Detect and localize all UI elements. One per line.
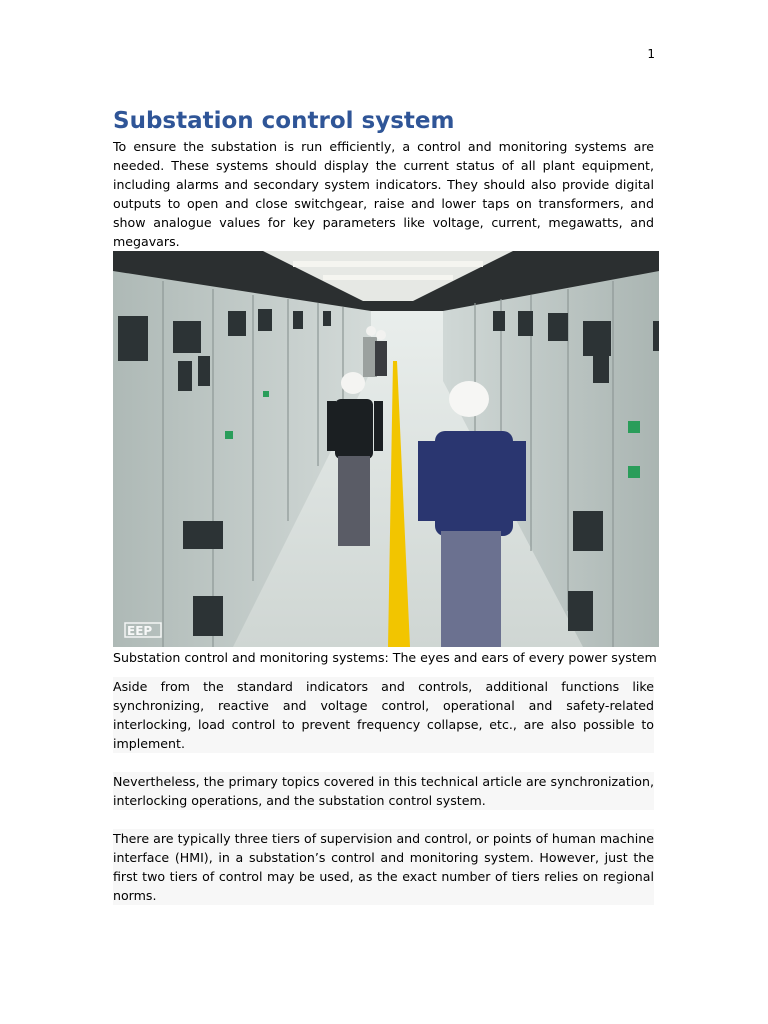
tiers-paragraph: There are typically three tiers of supervision and control, or points of human machine interface (HMI), in a substation’s control and monitoring system. However, just the first two tiers of control may be used, as the exact number of tiers relies on regional norms. bbox=[113, 831, 654, 903]
aside-paragraph: Aside from the standard indicators and controls, additional functions like synchronizing, reactive and voltage control, operational and safety-related interlocking, load control to prevent frequency collapse, etc., are also possible to implement. bbox=[113, 679, 654, 751]
topics-paragraph: Nevertheless, the primary topics covered in this technical article are synchronization, interlocking operations, and the substation control system. bbox=[113, 774, 654, 808]
page-number: 1 bbox=[647, 47, 655, 61]
svg-text:EEP: EEP bbox=[127, 624, 153, 638]
figure-caption: Substation control and monitoring systems: The eyes and ears of every power system bbox=[113, 650, 657, 665]
page-title: Substation control system bbox=[113, 108, 455, 134]
intro-paragraph: To ensure the substation is run efficiently, a control and monitoring systems are needed. These systems should display the current status of all plant equipment, including alarms and secondary system indicators. They should also provide digital outputs to open and close switchgear, raise and lower taps on transformers, and show analogue values for key parameters like voltage, current, megawatts, and megavars. bbox=[113, 139, 654, 249]
substation-photo bbox=[113, 251, 659, 647]
